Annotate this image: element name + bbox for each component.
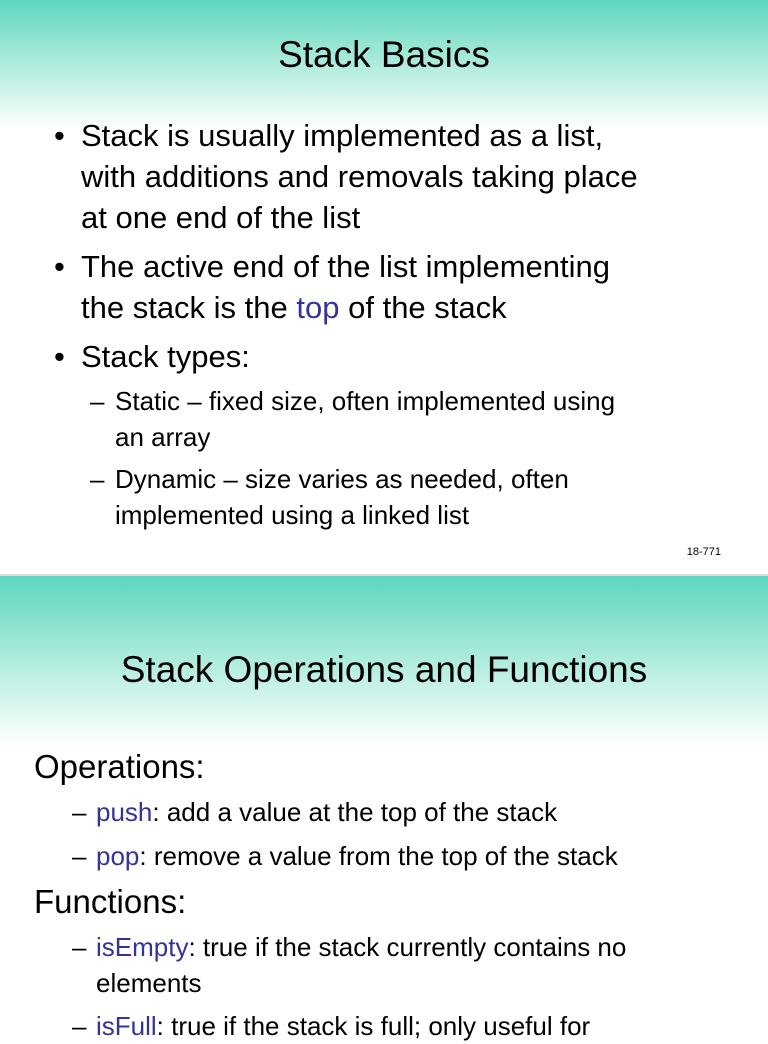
sub-bullet-text-line: an array — [115, 422, 211, 452]
text-segment: : add a value at the top of the stack — [152, 797, 558, 827]
function-text — [96, 1008, 590, 1044]
sub-bullet-text-line: implemented using a linked list — [115, 500, 470, 530]
bullet-text-line: with additions and removals taking place — [81, 159, 638, 194]
bullet-text-line: at one end of the list — [81, 200, 361, 235]
text-segment: : remove a value from the top of the stack — [139, 841, 618, 871]
keyword-isempty: isEmpty — [96, 932, 189, 962]
slide-title: Stack Basics — [278, 34, 490, 75]
bullet-text-line — [81, 287, 507, 328]
text-segment: the stack is the — [81, 290, 297, 325]
bullet-symbol: • — [54, 118, 65, 153]
text-segment: of the stack — [339, 290, 507, 325]
keyword-pop: pop — [96, 841, 140, 871]
bullet-text-line: Stack is usually implemented as a list, — [81, 118, 604, 153]
text-segment: : true if the stack is full; only useful for — [156, 1011, 591, 1041]
keyword-top: top — [296, 290, 340, 325]
keyword-push: push — [96, 797, 153, 827]
sub-bullet-text-line: Dynamic – size varies as needed, often — [115, 464, 569, 494]
bullet-text-line: The active end of the list implementing — [81, 249, 610, 284]
function-text-line: elements — [96, 968, 202, 998]
operations-heading: Operations: — [34, 748, 205, 785]
slide-title: Stack Operations and Functions — [120, 649, 648, 690]
function-text — [96, 929, 626, 965]
dash-symbol: – — [90, 386, 105, 416]
bullet-text-line: Stack types: — [81, 339, 250, 374]
functions-heading: Functions: — [34, 883, 187, 920]
dash-symbol: – — [72, 1011, 87, 1041]
keyword-isfull: isFull — [96, 1011, 157, 1041]
dash-symbol: – — [90, 464, 105, 494]
operation-text — [96, 794, 557, 830]
slide-number: 18-771 — [686, 546, 721, 558]
slide-stack-operations — [0, 576, 768, 1041]
dash-symbol: – — [72, 797, 87, 827]
operation-text — [96, 838, 618, 874]
dash-symbol: – — [72, 841, 87, 871]
sub-bullet-text-line: Static – fixed size, often implemented using — [115, 386, 616, 416]
dash-symbol: – — [72, 932, 87, 962]
bullet-symbol: • — [54, 339, 65, 374]
text-segment: : true if the stack currently contains no — [188, 932, 627, 962]
bullet-symbol: • — [54, 249, 65, 284]
